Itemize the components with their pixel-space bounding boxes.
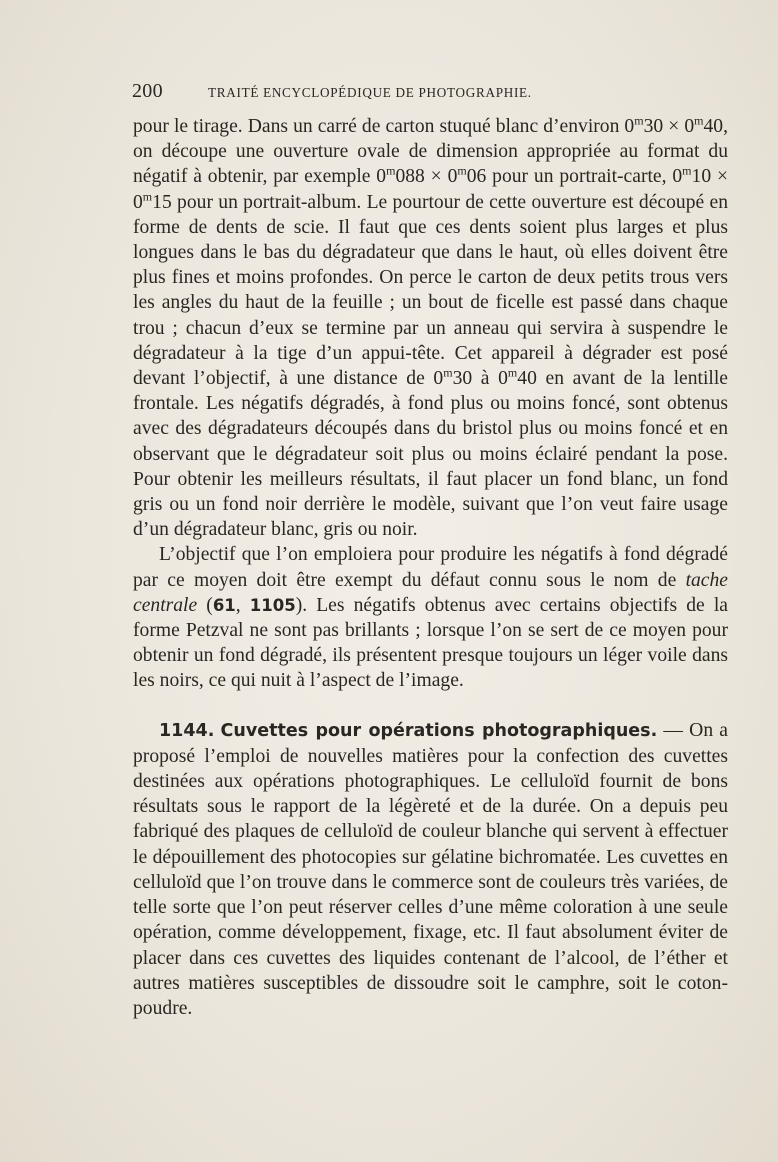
unit-superscript: m [634, 113, 644, 128]
unit-superscript: m [142, 189, 153, 204]
cross-reference: 61 [212, 595, 236, 615]
section-title: Cuvettes pour opérations photographiques. [220, 720, 658, 741]
section-text: — On a proposé l’emploi de nouvelles matières pour la confection des cuvettes destinées aux opérations photographiques. Le celluloïd fournit de bons résultats sous le rapport de la légèreté et de la durée. On a depuis peu fabriqué des plaques de celluloïd de couleur blanche qui servent à effectuer le dépouillement des photocopies sur gélatine bichromatée. Les cuvettes en celluloïd que l’on trouve dans le commerce sont de couleurs très variées, de telle sorte que l’on peut réserver celles d’une même coloration à une seule opération, comme développement, fixage, etc. Il faut absolument éviter de placer dans ces cuvettes des liquides contenant de l’alcool, de l’éther et autres matières susceptibles de dissoudre soit le camphre, soit le coton-poudre. [133, 719, 728, 1019]
paragraph-degradateur [133, 114, 728, 542]
text-run: L’objectif que l’on emploiera pour produire les négatifs à fond dégradé par ce moyen doit être exempt du défaut connu sous le nom de [133, 544, 728, 591]
text-run: 30 × 0 [643, 116, 695, 137]
paragraph-objectif [133, 542, 728, 693]
unit-superscript: m [682, 163, 692, 178]
unit-superscript: m [507, 365, 518, 380]
page-header [132, 80, 622, 104]
text-run: 15 pour un portrait-album. Le pourtour de cette ouverture est découpé en forme de dents de scie. Il faut que ces dents soient plus larges et plus longues dans le bas du dégradateur que dans le haut, où elles doivent être plus fines et moins profondes. On perce le carton de deux petits trous vers les angles du haut de la feuille ; un bout de ficelle est passé dans chaque trou ; chacun d’eux se termine par un anneau qui servira à suspendre le dégradateur à la tige d’un appui-tête. Cet appareil à dégrader est posé devant l’objectif, à une distance de 0 [133, 191, 728, 390]
text-run: pour le tirage. Dans un carré de carton stuqué blanc d’environ 0 [133, 116, 635, 137]
unit-superscript: m [443, 365, 453, 380]
unit-superscript: m [694, 113, 704, 128]
text-run: ( [197, 594, 213, 616]
unit-superscript: m [386, 163, 396, 178]
page-number: 200 [132, 80, 163, 102]
unit-superscript: m [457, 163, 467, 178]
text-run: 40, on découpe une ouverture ovale de dimension appropriée au format du négatif à obtenir, par exemple 0 [133, 116, 728, 188]
running-title: TRAITÉ ENCYCLOPÉDIQUE DE PHOTOGRAPHIE. [208, 85, 532, 100]
section-cuvettes [133, 718, 728, 1021]
italic-term: tache centrale [133, 569, 728, 616]
text-run: 30 à 0 [452, 368, 508, 390]
cross-reference: 1105 [249, 595, 296, 615]
text-run: 10 × 0 [133, 166, 729, 213]
body-text [133, 114, 728, 1021]
text-run: , [235, 594, 250, 616]
text-run: ). Les négatifs obtenus avec certains objectifs de la forme Petzval ne sont pas brillants ; lorsque l’on se sert de ce moyen pour obtenir un fond dégradé, ils présentent presque toujours un léger voile dans les noirs, ce qui nuit à l’aspect de l’image. [133, 594, 728, 692]
section-spacer [133, 694, 728, 718]
section-number: 1144. [159, 720, 215, 741]
text-run: 40 en avant de la lentille frontale. Les négatifs dégradés, à fond plus ou moins foncé, sont obtenus avec des dégradateurs découpés dans du bristol plus ou moins foncé et en observant que le dégradateur soit plus ou moins éclairé pendant la pose. Pour obtenir les meilleurs résultats, il faut placer un fond blanc, un fond gris ou un fond noir derrière le modèle, suivant que l’on veut faire usage d’un dégradateur blanc, gris ou noir. [133, 368, 728, 541]
text-run: 088 × 0 [395, 166, 458, 188]
text-run: 06 pour un portrait-carte, 0 [466, 166, 683, 188]
